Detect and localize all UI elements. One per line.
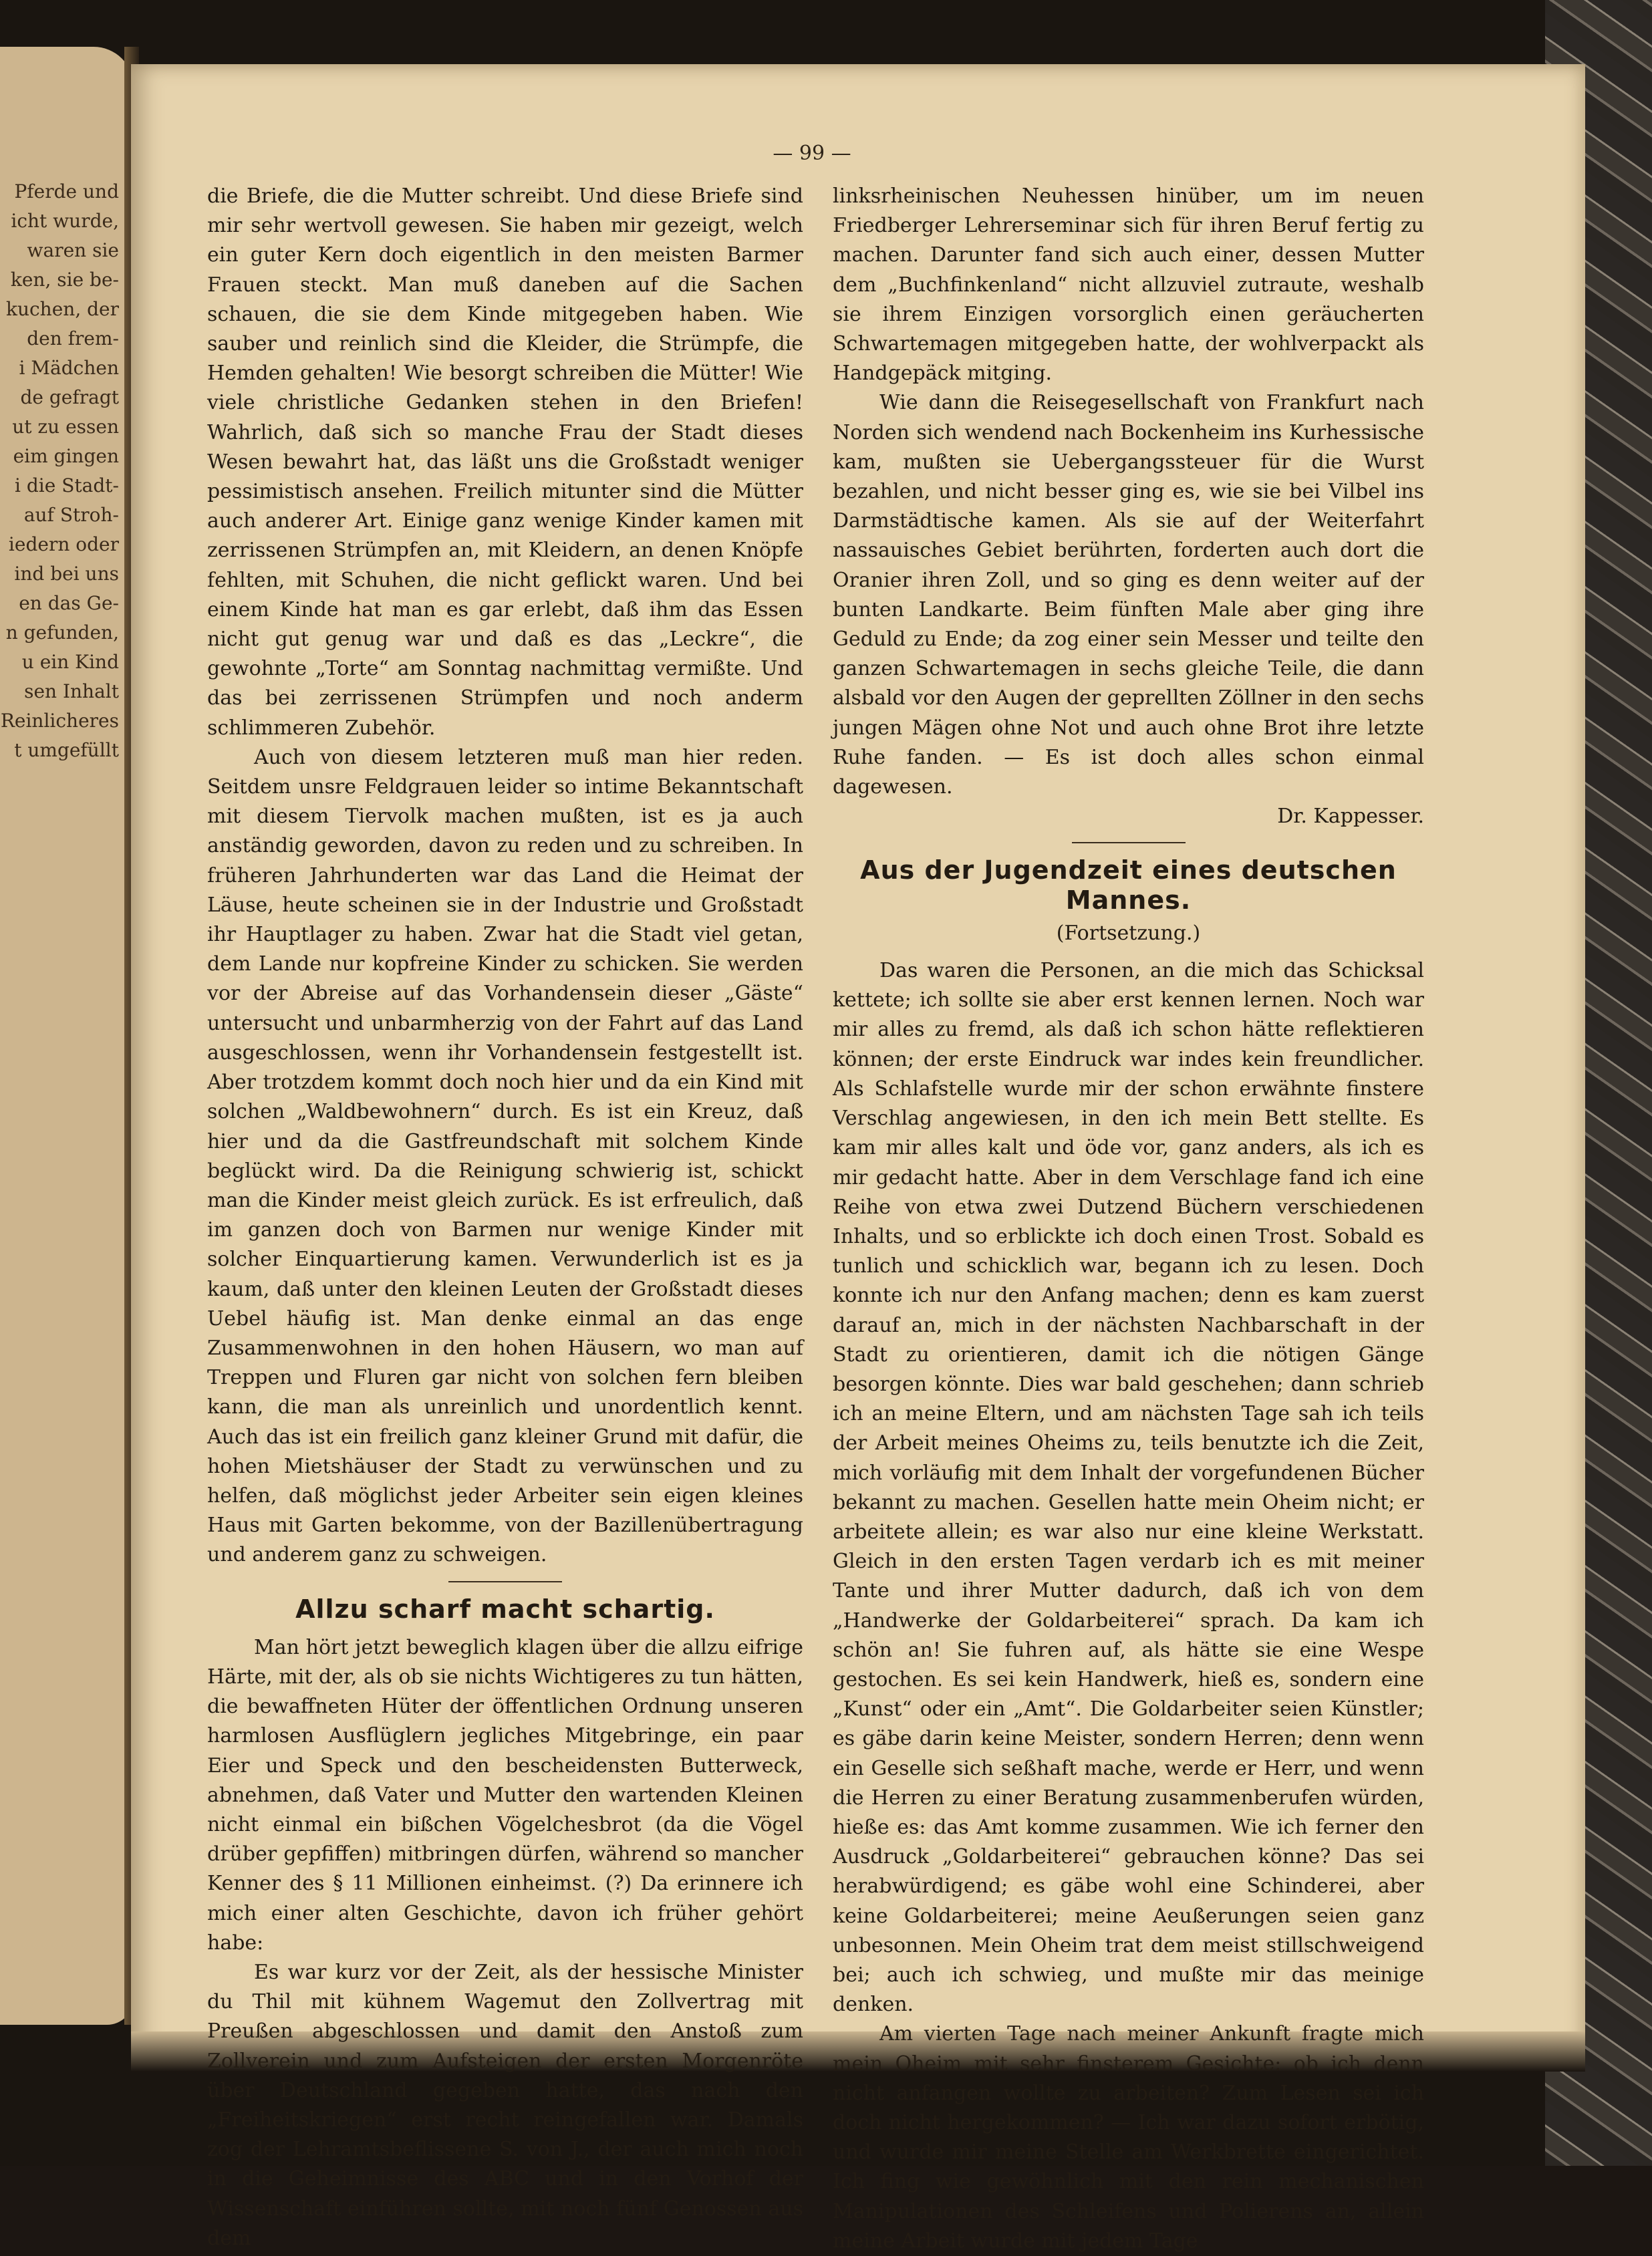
author-signature: Dr. Kappesser. xyxy=(1277,805,1424,829)
section-divider xyxy=(1072,842,1186,843)
margin-fragment: ken, sie be- xyxy=(10,269,119,291)
margin-fragment: sen Inhalt xyxy=(24,680,119,702)
margin-fragment: en das Ge- xyxy=(19,592,119,614)
margin-fragment: iedern oder xyxy=(8,533,119,555)
margin-fragment: de gefragt xyxy=(20,386,119,408)
margin-fragment: i die Stadt- xyxy=(15,474,119,497)
margin-fragment: Reinlicheres xyxy=(0,710,119,732)
margin-fragment: i Mädchen xyxy=(19,357,119,379)
margin-fragment: den frem- xyxy=(27,327,119,349)
paragraph: Wie dann die Reisegesellschaft von Frankfurt nach Norden sich wendend nach Bockenheim ins Kurhessische kam, mußten sie Uebergangssteuer für die Wurst bezahlen, und nicht besser ging es, wie sie bei Vilbel ins Darmstädtische kamen. Als sie auf der Weiterfahrt nassauisches Gebiet berührten, forderten auch dort die Oranier ihren Zoll, und so ging es denn weiter auf der bunten Landkarte. Beim fünften Male aber ging ihre Geduld zu Ende; da zog einer sein Messer und teilte den ganzen Schwartemagen in sechs gleiche Teile, die dann alsbald vor den Augen der geprellten Zöllner in den sechs jungen Mägen ohne Not und auch ohne Brot ihre letzte Ruhe fanden. — Es ist doch alles schon einmal dagewesen. xyxy=(833,391,1424,799)
margin-fragment: icht wurde, xyxy=(11,210,119,232)
margin-fragment: Pferde und xyxy=(14,180,119,202)
paragraph: Am vierten Tage nach meiner Ankunft fragte mich mein Oheim mit sehr finsterem Gesichte: ob ich denn nicht anfangen wollte zu arbeiten? Zum Lesen sei ich doch nicht hergekommen? — Ich war dazu sofort erbötig, und wurde mir meine Stelle am Werkbrette eingerichtet. Ich fing wie gewöhnlich mit den rein mechanischen Manipulationen des Schleifens und Polierens an, allein meine Arbeit wurde mit jedem Tage xyxy=(833,2022,1424,2253)
section-divider xyxy=(448,1581,562,1582)
page-number: — 99 — xyxy=(773,142,851,165)
margin-fragment: kuchen, der xyxy=(6,298,119,320)
article-heading: Aus der Jugendzeit eines deutschen Mannes. xyxy=(860,855,1397,915)
margin-fragment: waren sie xyxy=(27,239,119,261)
margin-fragment: ind bei uns xyxy=(14,563,119,585)
left-page-edge xyxy=(0,47,134,2025)
paragraph: linksrheinischen Neuhessen hinüber, um im neuen Friedberger Lehrerseminar sich für ihren Beruf fertig zu machen. Darunter fand sich auch einer, dessen Mutter dem „Buchfinkenland“ nicht allzuviel zutraute, weshalb sie ihrem Einzigen vorsorglich einen geräucherten Schwartemagen mitgegeben hatte, der wohlverpackt als Handgepäck mitging. xyxy=(833,184,1424,386)
left-column xyxy=(207,182,803,2253)
article-subheading: (Fortsetzung.) xyxy=(1056,921,1201,945)
margin-fragment: auf Stroh- xyxy=(23,504,119,526)
paragraph: Das waren die Personen, an die mich das Schicksal kettete; ich sollte sie aber erst kennen lernen. Noch war mir alles zu fremd, als daß ich schon hätte reflektieren können; der erste Eindruck war indes kein freundlicher. Als Schlafstelle wurde mir der schon erwähnte finstere Verschlag angewiesen, in den ich mein Bett stellte. Es kam mir alles kalt und öde vor, ganz anders, als ich es mir gedacht hatte. Aber in dem Verschlage fand ich eine Reihe von etwa zwei Dutzend Büchern verschiedenen Inhalts, und so erblickte ich doch einen Trost. Sobald es tunlich und schicklich war, begann ich zu lesen. Doch konnte ich nur den Anfang machen; denn es kam zuerst darauf an, mich in der nächsten Nachbarschaft in der Stadt zu orientieren, damit ich die nötigen Gänge besorgen könnte. Dies war bald geschehen; dann schrieb ich an meine Eltern, und am nächsten Tage sah ich teils der Arbeit meines Oheims zu, teils benutzte ich die Zeit, mich vorläufig mit dem Inhalt der vorgefundenen Bücher bekannt zu machen. Gesellen hatte mein Oheim nicht; er arbeitete allein; es war also nur eine kleine Werkstatt. Gleich in den ersten Tagen verdarb ich es mit meiner Tante und ihrer Mutter dadurch, daß ich von dem „Handwerke der Goldarbeiterei“ sprach. Da kam ich schön an! Sie fuhren auf, als hätte sie eine Wespe gestochen. Es sei kein Handwerk, hieß es, sondern eine „Kunst“ oder ein „Amt“. Die Goldarbeiter seien Künstler; es gäbe darin keine Meister, sondern Herren; denn wenn ein Geselle sich seßhaft mache, werde er Herr, und wenn die Herren zu einer Beratung zusammenberufen würden, hieße es: das Amt komme zusammen. Wie ich ferner den Ausdruck „Goldarbeiterei“ gebrauchen könne? Das sei herabwürdigend; es gäbe wohl eine Schinderei, aber keine Goldarbeiterei; meine Aeußerungen seien ganz unbesonnen. Mein Oheim trat dem meist stillschweigend bei; auch ich schwieg, und mußte mir das meinige denken. xyxy=(833,959,1424,2017)
paragraph: Auch von diesem letzteren muß man hier reden. Seitdem unsre Feldgrauen leider so intime Bekanntschaft mit diesem Tiervolk machen mußten, ist es ja auch anständig geworden, davon zu reden und zu schreiben. In früheren Jahrhunderten war das Land die Heimat der Läuse, heute scheinen sie in der Industrie und Großstadt ihr Hauptlager zu haben. Zwar hat die Stadt viel getan, dem Lande nur kopfreine Kinder zu schicken. Sie werden vor der Abreise auf das Vorhandensein dieser „Gäste“ untersucht und unbarmherzig von der Fahrt auf das Land ausgeschlossen, wenn ihr Vorhandensein festgestellt ist. Aber trotzdem kommt doch noch hier und da ein Kind mit solchen „Waldbewohnern“ durch. Es ist ein Kreuz, daß hier und da die Gastfreundschaft mit solchem Kinde beglückt wird. Da die Reinigung schwierig ist, schickt man die Kinder meist gleich zurück. Es ist erfreulich, daß im ganzen doch von Barmen nur wenige Kinder mit solcher Einquartierung kamen. Verwunderlich ist es ja kaum, daß unter den kleinen Leuten der Großstadt dieses Uebel häufig ist. Man denke einmal an das enge Zusammenwohnen in den hohen Häusern, wo man auf Treppen und Fluren gar nicht von solchen fern bleiben kann, die man als unreinlich und unordentlich kennt. Auch das ist ein freilich ganz kleiner Grund mit dafür, die hohen Mietshäuser der Stadt zu verwünschen und zu helfen, daß möglichst jeder Arbeiter sein eigen kleines Haus mit Garten bekomme, von der Bazillenübertragung und anderem ganz zu schweigen. xyxy=(207,745,803,1567)
margin-fragment: u ein Kind xyxy=(21,651,119,673)
margin-fragment: eim gingen xyxy=(13,445,119,467)
paragraph: Man hört jetzt beweglich klagen über die allzu eifrige Härte, mit der, als ob sie nichts Wichtigeres zu tun hätten, die bewaffneten Hüter der öffentlichen Ordnung unseren harmlosen Ausflüglern jegliches Mitgebringe, ein paar Eier und Speck und den bescheidensten Butterweck, abnehmen, daß Vater und Mutter den wartenden Kleinen nicht einmal ein bißchen Vögelchesbrot (da die Vögel drüber gepfiffen) mitbringen dürfen, während so mancher Kenner des § 11 Millionen einheimst. (?) Da erinnere ich mich einer alten Geschichte, davon ich früher gehört habe: xyxy=(207,1635,803,1955)
margin-fragment: n gefunden, xyxy=(5,621,119,644)
right-column xyxy=(833,182,1424,2256)
article-heading: Allzu scharf macht schartig. xyxy=(295,1594,715,1624)
paragraph: die Briefe, die die Mutter schreibt. Und diese Briefe sind mir sehr wertvoll gewesen. Sie haben mir gezeigt, welch ein guter Kern doch eigentlich in den meisten Barmer Frauen steckt. Man muß daneben auf die Sachen schauen, die sie dem Kinde mitgegeben haben. Wie sauber und reinlich sind die Kleider, die Strümpfe, die Hemden gehalten! Wie besorgt schreiben die Mütter! Wie viele christliche Gedanken stehen in den Briefen! Wahrlich, daß sich so manche Frau der Stadt dieses Wesen bewahrt hat, das läßt uns die Großstadt weniger pessimistisch ansehen. Freilich mitunter sind die Mütter auch anderer Art. Einige ganz wenige Kinder kamen mit zerrissenen Strümpfen an, mit Kleidern, an denen Knöpfe fehlten, mit Schuhen, die nicht geflickt waren. Und bei einem Kinde hat man es gar erlebt, daß ihm das Essen nicht gut genug war und daß es das „Leckre“, die gewohnte „Torte“ am Sonntag nachmittag vermißte. Und das bei zerrissenen Strümpfen und noch anderm schlimmeren Zubehör. xyxy=(207,184,803,740)
margin-fragment: ut zu essen xyxy=(12,416,119,438)
margin-fragment: t umgefüllt xyxy=(14,739,119,761)
paragraph: Es war kurz vor der Zeit, als der hessische Minister du Thil mit kühnem Wagemut den Zollvertrag mit Preußen abgeschlossen und damit den Anstoß zum Zollverein und zum Aufsteigen der ersten Morgenröte über Deutschland gegeben hatte, das nach den „Freiheitskriegen“ erst recht reingefallen war. Damals zog der Lehramtsbeflissene S. von J., der auch mich noch in die Geheimnisse des ABC und in den Vorhof der Wissenschaft einführen sollte, mit noch fünf Genossen aus dem xyxy=(207,1960,803,2250)
